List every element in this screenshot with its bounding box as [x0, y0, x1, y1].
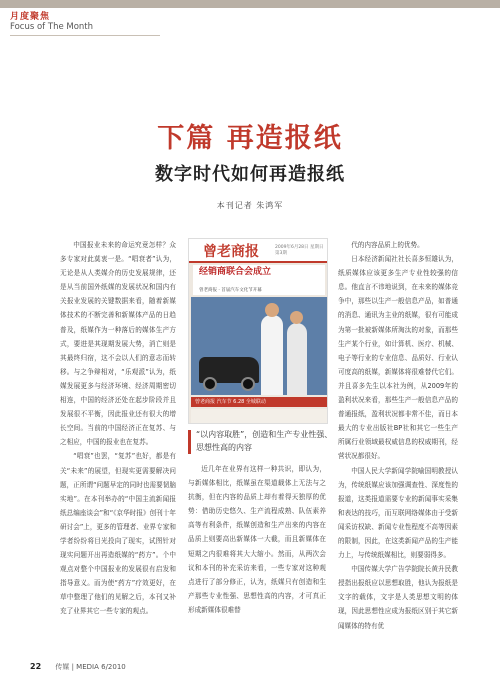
kicker-divider [10, 35, 160, 36]
cover-ad-strip [191, 409, 327, 423]
paragraph: 中国报业未来的命运究竟怎样？众多专家对此莫衷一是。“唱衰者”认为，无论是从人类媒介的历史发展规律，还是从当前国外纸媒的发展状况和国内有关报业发展的关键数据来看，随着新媒体技术的不断完善和新媒体产品的日趋普及，纸媒作为一种落后的媒体生产方式，要进是其现期发展大势，消亡则是其最终归宿，这不会以人们的意志而转移。与之争辩相对，“乐观派”认为，纸媒发展更多与经济环境、经济周期密切相连，中国的经济还处在起步阶段并且发展很不平衡，因此报业还有很大的增长空间。当前的中国经济正在复苏、与之相应，中国的报业也在复苏。 [60, 241, 176, 447]
cover-headline-block [193, 265, 325, 295]
person-shape [261, 315, 283, 395]
text-column-2 [188, 462, 326, 617]
masthead-title: 曾老商报 [203, 244, 259, 260]
paragraph: 中国传媒大学广告学院院长黄升民教授指出报纸应以思想取胜，他认为报纸是文字的载体，文字是人类思想文明的体现，因此思想性应成为报纸区别于其它新闻媒体的特有优 [338, 565, 458, 630]
stripe-text: 曾老商报 汽车节 6.28 全城联动 [195, 399, 266, 405]
article-byline: 本刊记者 朱鸿军 [216, 201, 284, 210]
section-kicker: 月度聚焦 [10, 12, 51, 22]
paragraph: 近几年在业界有这样一种共识，即认为，与新媒体相比，纸媒虽在渠道载体上无法与之抗衡，但在内容的品质上却有着得天独厚的优势：借助历史悠久、生产流程成熟、队伍素养高等有利条件，纸媒创造和生产出来的内容在品质上则要高出新媒体一大截，而且新媒体在短期之内很难将其大大缩小。然而，从两次会议和本刊的补充采访来看，一些专家对这种观点进行了部分修正，认为，纸媒只有创造和生产那些专业性强、思想性高的内容，才可真正形成新媒体很难替 [188, 465, 326, 614]
masthead-date: 2009年6月28日 星期日 第3期 [275, 245, 324, 256]
paragraph: “唱衰”也罢，“复苏”也好，都是有关“未来”的展望，但现实更需要解决问题，正所谓“问题早定的同时也需要韧脑实地”。在本刊举办的“中国主流新闻报纸总编座谈会”和“《京华时报》创刊十年研讨会”上，更多的管理者、业界专家和学者纷纷将目光投向了现实，试图针对现实问题开出再造纸媒的“药方”。个中观点对整个中国报业的发展很有启发和指导意义。而为使“药方”疗效更好，在草中整理了他们的见解之后，本刊又补充了业界其它一些专家的观点。 [60, 452, 176, 616]
paragraph: 日本经济新闻社社长喜多恒雄认为，纸质媒体应该更多生产专业性较强的信息。他直言不讳地说到，在未来的媒体竞争中，那些以生产一般信息产品，如普通的消息、通讯为主业的纸媒，很有可能成为第一批被新媒体所淘汰的对象，而那些生产某个行业，如计算机、医疗、机械、电子等行业的专业信息、品质好、行业认可度高的纸媒，新媒体将很难替代它们。并且喜多先生以本社为例，从2009年的盈利状况来看，那些生产一般信息产品的普通报纸，盈利状况都非常不佳，而日本最大的专业出版社BP社和其它一些生产所属行业领域最权威信息的权威期刊，经营状况都很好。 [338, 255, 458, 461]
person-head-shape [265, 303, 279, 317]
page-footer [30, 662, 126, 672]
top-color-bar [0, 0, 500, 8]
article-subhead: 数字时代如何再造报纸 [155, 164, 345, 185]
article-headline: 下篇 再造报纸 [157, 123, 343, 154]
paragraph: 中国人民大学新闻学院喻国明教授认为，传统纸媒应该加强调查性、深度性的报道，这类报道需要专业的新闻事实采集和表达的技巧，而互联网络媒体由于受新闻采访权缺、新闻专业性程度不高等因素的限制，因此，在这类新闻产品的生产能力上，与传统纸媒相比，则要弱得多。 [338, 466, 458, 560]
paragraph: 代的内容品质上的优势。 [351, 241, 424, 249]
cover-headline: 经销商联合会成立 [199, 267, 272, 277]
person-shape [287, 323, 307, 395]
publication-name: 传媒 | MEDIA 6/2010 [55, 663, 126, 671]
section-kicker-english: Focus of The Month [10, 22, 94, 32]
newspaper-masthead [189, 239, 328, 263]
wheel-shape [241, 377, 255, 391]
person-head-shape [290, 311, 303, 324]
photo-caption: “以内容取胜”，创造和生产专业性强、思想性高的内容 [196, 430, 333, 452]
page-number: 22 [30, 662, 42, 671]
text-column-3 [338, 238, 458, 633]
cover-red-stripe [191, 397, 327, 407]
newspaper-cover-photo [188, 238, 328, 424]
cover-subtitle: 曾老商报 · 首届汽车文化节开幕 [199, 288, 262, 293]
wheel-shape [203, 377, 217, 391]
cover-photo-scene [191, 297, 327, 395]
caption-marker [188, 430, 191, 454]
text-column-1 [60, 238, 176, 619]
